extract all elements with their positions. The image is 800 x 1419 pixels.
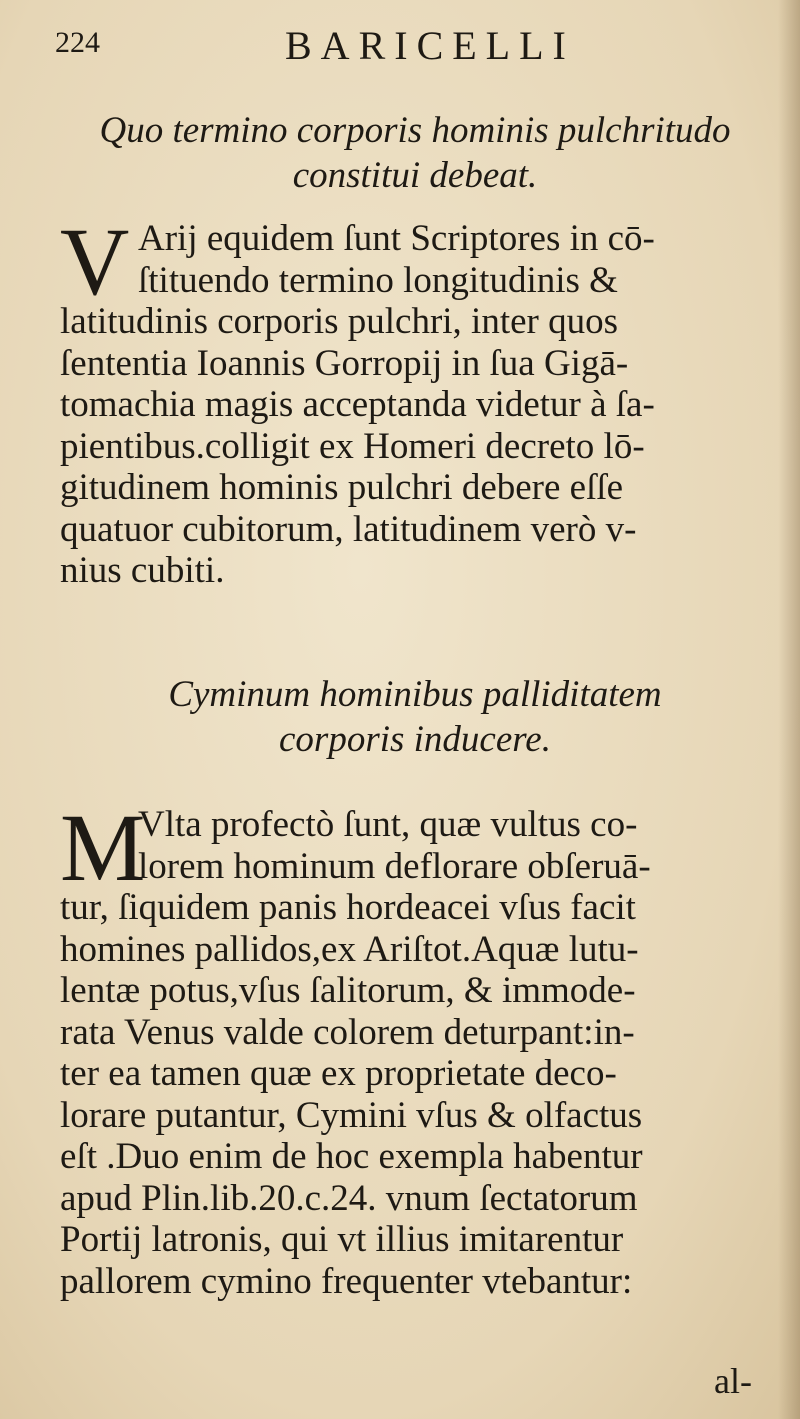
- paragraph-2: [60, 794, 775, 1302]
- drop-cap: M: [60, 794, 146, 901]
- text-line: nius cubiti.: [60, 550, 225, 591]
- text-line: eſt .Duo enim de hoc exempla habentur: [60, 1136, 643, 1177]
- paragraph-1: [60, 208, 775, 592]
- text-line: lentæ potus,vſus ſalitorum, & immode-: [60, 970, 636, 1011]
- text-line: quatuor cubitorum, latitudinem verò v-: [60, 508, 637, 550]
- section-heading-2: [60, 672, 770, 762]
- drop-cap: V: [60, 208, 130, 315]
- text-line: pallorem cymino frequenter vtebantur:: [60, 1260, 633, 1302]
- text-line: ter ea tamen quæ ex proprietate deco-: [60, 1053, 617, 1094]
- text-line: lorare putantur, Cymini vſus & olfactus: [60, 1094, 643, 1136]
- page-number: 224: [55, 26, 100, 59]
- text-line: gitudinem hominis pulchri debere eſſe: [60, 467, 624, 508]
- catchword: al-: [714, 1361, 752, 1401]
- section-heading-1: [60, 108, 770, 198]
- text-line: tur, ſiquidem panis hordeacei vſus facit: [60, 887, 636, 928]
- text-line: apud Plin.lib.20.c.24. vnum ſectatorum: [60, 1177, 638, 1219]
- running-head: [55, 22, 770, 72]
- heading-line: Cyminum hominibus palliditatem: [168, 674, 662, 715]
- text-line: rata Venus valde colorem deturpant:in-: [60, 1011, 635, 1053]
- text-line: Arij equidem ſunt Scriptores in cō-: [138, 218, 655, 259]
- text-line: ſententia Ioannis Gorropij in ſua Gigā-: [60, 342, 629, 384]
- heading-line: corporis inducere.: [279, 719, 551, 760]
- text-line: ſtituendo termino longitudinis &: [138, 259, 618, 301]
- heading-line: constitui debeat.: [292, 155, 538, 196]
- text-line: tomachia magis acceptanda videtur à ſa-: [60, 384, 655, 425]
- page-edge-shadow: [778, 0, 800, 1419]
- text-line: latitudinis corporis pulchri, inter quos: [60, 301, 618, 342]
- text-line: Portij latronis, qui vt illius imitarentur: [60, 1219, 624, 1260]
- text-line: lorem hominum deflorare obſeruā-: [138, 845, 651, 887]
- text-line: pientibus.colligit ex Homeri decreto lō-: [60, 425, 645, 467]
- heading-line: Quo termino corporis hominis pulchritudo: [99, 110, 731, 151]
- text-line: Vlta profectò ſunt, quæ vultus co-: [138, 804, 638, 845]
- running-title: BARICELLI: [285, 23, 575, 68]
- text-line: homines pallidos,ex Ariſtot.Aquæ lutu-: [60, 928, 639, 970]
